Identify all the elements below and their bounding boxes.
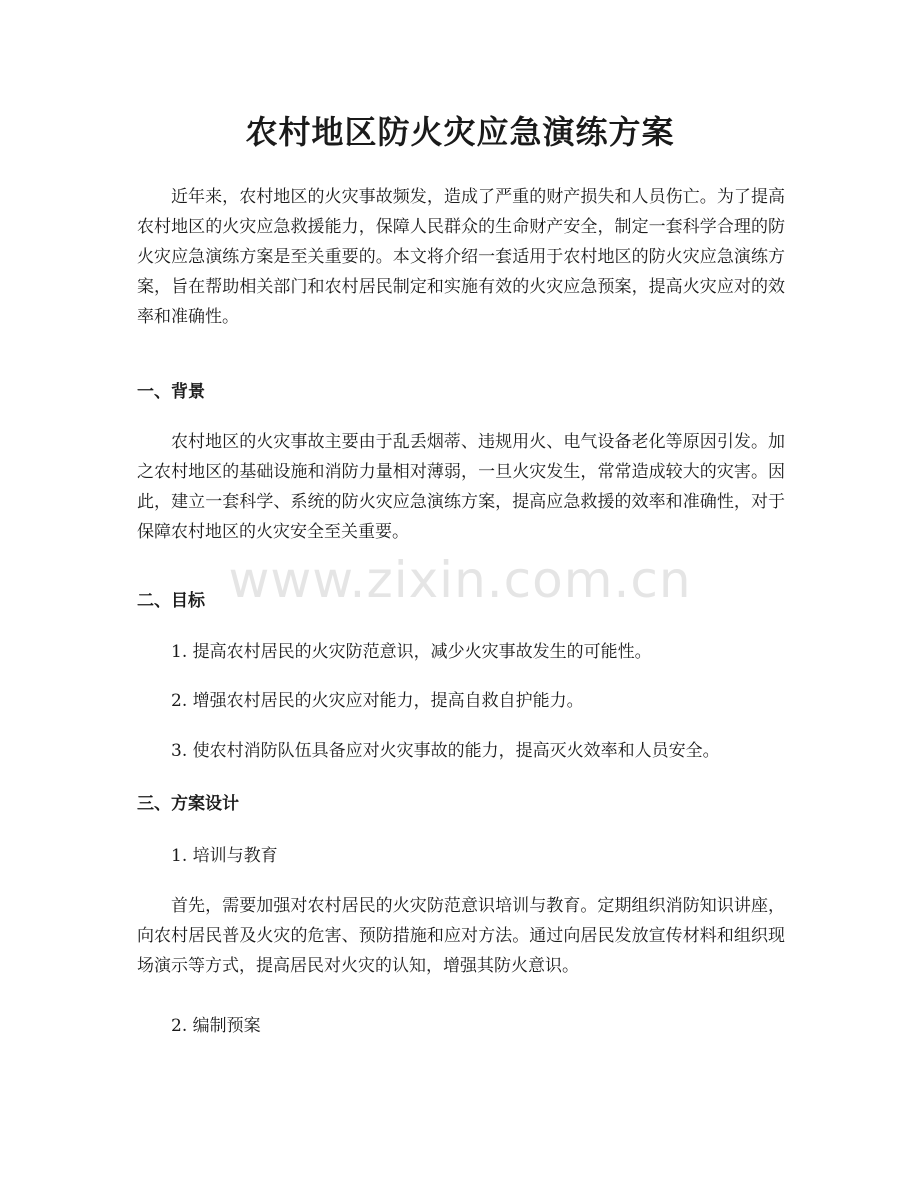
watermark: www.zixin.com.cn [228, 551, 692, 609]
section-heading-goals: 二、目标 [137, 591, 205, 611]
goal-item-1: 1. 提高农村居民的火灾防范意识，减少火灾事故发生的可能性。 [171, 642, 652, 662]
goal-item-2: 2. 增强农村居民的火灾应对能力，提高自救自护能力。 [171, 691, 584, 711]
goal-item-3: 3. 使农村消防队伍具备应对火灾事故的能力，提高灭火效率和人员安全。 [171, 741, 720, 761]
design-subheading-training: 1. 培训与教育 [171, 846, 278, 866]
section-heading-design: 三、方案设计 [137, 794, 239, 814]
design-subheading-plan: 2. 编制预案 [171, 1016, 261, 1036]
intro-paragraph: 近年来，农村地区的火灾事故频发，造成了严重的财产损失和人员伤亡。为了提高农村地区的火灾应急救援能力，保障人民群众的生命财产安全，制定一套科学合理的防火灾应急演练方案是至关重要的。本文将介绍一套适用于农村地区的防火灾应急演练方案，旨在帮助相关部门和农村居民制定和实施有效的火灾应急预案，提高火灾应对的效率和准确性。 [137, 187, 785, 327]
training-paragraph: 首先，需要加强对农村居民的火灾防范意识培训与教育。定期组织消防知识讲座，向农村居民普及火灾的危害、预防措施和应对方法。通过向居民发放宣传材料和组织现场演示等方式，提高居民对火灾的认知，增强其防火意识。 [137, 896, 785, 976]
page-title: 农村地区防火灾应急演练方案 [245, 113, 675, 151]
section-heading-background: 一、背景 [137, 382, 205, 402]
background-paragraph: 农村地区的火灾事故主要由于乱丢烟蒂、违规用火、电气设备老化等原因引发。加之农村地区的基础设施和消防力量相对薄弱，一旦火灾发生，常常造成较大的灾害。因此，建立一套科学、系统的防火灾应急演练方案，提高应急救援的效率和准确性，对于保障农村地区的火灾安全至关重要。 [137, 432, 785, 542]
